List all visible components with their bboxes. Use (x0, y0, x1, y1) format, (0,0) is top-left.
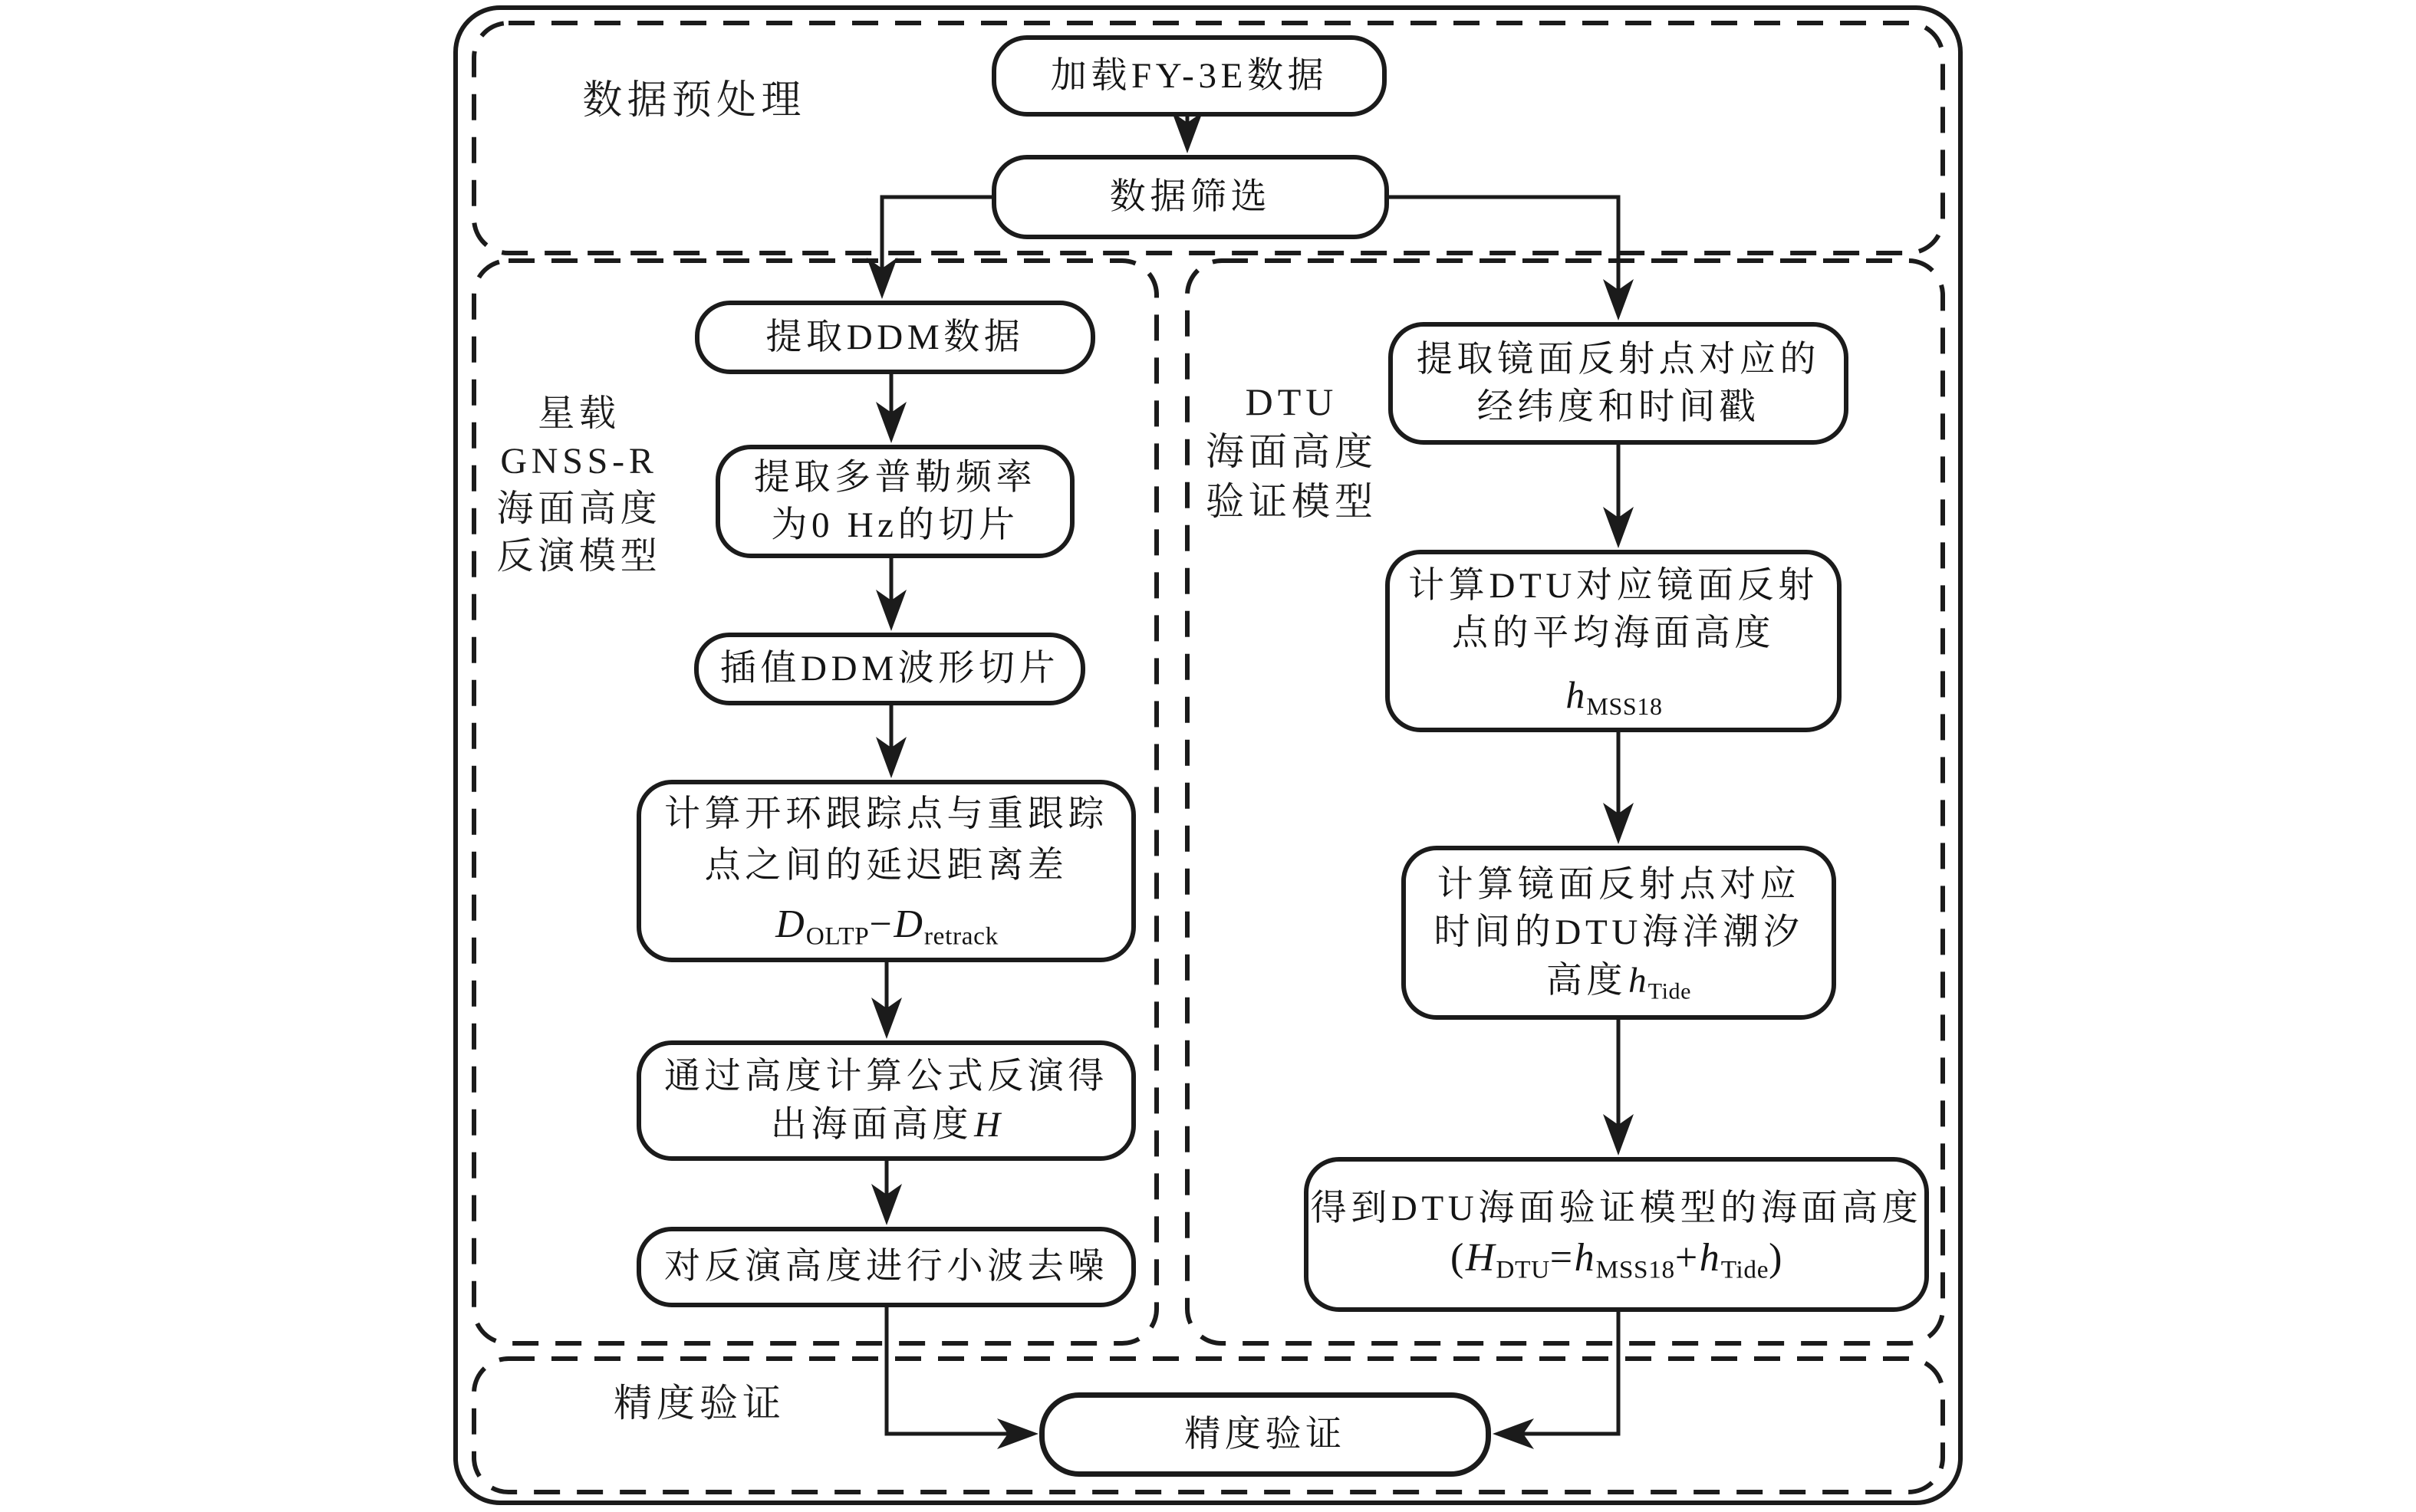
node-extract-specular-point (1388, 322, 1848, 445)
node-extract-ddm (695, 301, 1095, 374)
node-interpolate-ddm (694, 633, 1085, 705)
region-label-left-model (430, 390, 729, 580)
node-wavelet-denoise (637, 1227, 1136, 1307)
formula-var: h (1565, 673, 1585, 717)
node-interpolate-text: 插值DDM波形切片 (719, 649, 1060, 689)
node-extract-ddm-text: 提取DDM数据 (765, 317, 1025, 357)
formula-sub: MSS18 (1586, 692, 1663, 720)
node-load-fy3e-data (992, 35, 1387, 117)
region-label-validation: 精度验证 (614, 1382, 785, 1425)
arrow-filter-to-left-line (882, 197, 992, 268)
node-dtu-sea-surface-height (1304, 1157, 1929, 1312)
formula-operator: + (1674, 1235, 1698, 1280)
node-mss-line1: 计算DTU对应镜面反射 (1408, 565, 1819, 606)
node-mss-formula (1564, 669, 1662, 720)
node-delay-difference (637, 780, 1136, 962)
right-model-label-line: 海面高度 (1206, 430, 1378, 473)
node-dtu-line1: 得到DTU海面验证模型的海面高度 (1310, 1188, 1923, 1228)
node-doppler-slice (716, 445, 1075, 558)
node-extract-sp-line1: 提取镜面反射点对应的 (1416, 339, 1821, 380)
right-model-label-line: DTU (1245, 380, 1338, 423)
node-doppler-line2: 为0 Hz的切片 (771, 505, 1019, 545)
formula-sub: OLTP (805, 922, 870, 951)
node-mss-line2: 点的平均海面高度 (1451, 613, 1776, 653)
node-tide-line1: 计算镜面反射点对应 (1437, 865, 1801, 906)
node-tide-line2: 时间的DTU海洋潮汐 (1433, 912, 1804, 953)
node-data-filter (992, 155, 1389, 239)
arrow-l6-to-validate-line (887, 1307, 1008, 1434)
node-filter-text: 数据筛选 (1109, 176, 1272, 217)
node-invert-line2 (771, 1101, 1002, 1149)
formula-sub: MSS18 (1595, 1255, 1675, 1284)
formula-operator: = (1549, 1235, 1573, 1280)
formula-var: h (1699, 1235, 1720, 1280)
left-model-label-line: 星载 (538, 393, 620, 434)
formula-sub: Tide (1647, 977, 1692, 1004)
node-mean-sea-surface (1385, 550, 1842, 732)
left-model-label-line: GNSS-R (500, 441, 658, 482)
node-delay-formula (774, 896, 999, 953)
left-model-label-line: 反演模型 (496, 536, 662, 577)
node-invert-height (637, 1040, 1136, 1161)
node-accuracy-validation (1039, 1392, 1491, 1477)
formula-var: D (894, 902, 923, 946)
node-extract-sp-line2: 经纬度和时间戳 (1476, 387, 1760, 427)
node-wavelet-text: 对反演高度进行小波去噪 (663, 1247, 1109, 1287)
node-delay-line2: 点之间的延迟距离差 (704, 846, 1068, 886)
formula-sub: Tide (1720, 1255, 1769, 1284)
node-tide-line3 (1546, 957, 1691, 1004)
right-model-label-line: 验证模型 (1206, 480, 1378, 523)
arrow-filter-to-right-line (1389, 197, 1618, 290)
left-model-label-line: 海面高度 (496, 488, 662, 529)
formula-var: h (1574, 1235, 1595, 1280)
node-doppler-line1: 提取多普勒频率 (753, 457, 1037, 498)
node-tide-line3-text: 高度 (1545, 960, 1628, 1001)
node-validate-text: 精度验证 (1184, 1414, 1346, 1454)
node-invert-line2-text: 出海面高度 (770, 1104, 973, 1145)
node-invert-line1: 通过高度计算公式反演得 (663, 1057, 1109, 1097)
formula-var: D (775, 902, 805, 946)
formula-var: H (1465, 1235, 1495, 1280)
node-dtu-formula (1450, 1232, 1782, 1285)
formula-var: h (1628, 960, 1647, 1001)
node-load-text: 加载FY-3E数据 (1050, 55, 1328, 96)
region-label-preprocess: 数据预处理 (582, 79, 806, 123)
node-delay-line1: 计算开环跟踪点与重跟踪 (663, 794, 1109, 835)
formula-sub: DTU (1496, 1255, 1550, 1284)
formula-paren: ( (1450, 1235, 1464, 1280)
formula-paren: ) (1769, 1235, 1782, 1280)
formula-sub: retrack (923, 922, 999, 951)
node-ocean-tide (1401, 846, 1836, 1020)
arrow-r4-to-validate-line (1523, 1312, 1618, 1434)
formula-var: H (974, 1104, 1001, 1145)
formula-operator: − (869, 902, 893, 946)
